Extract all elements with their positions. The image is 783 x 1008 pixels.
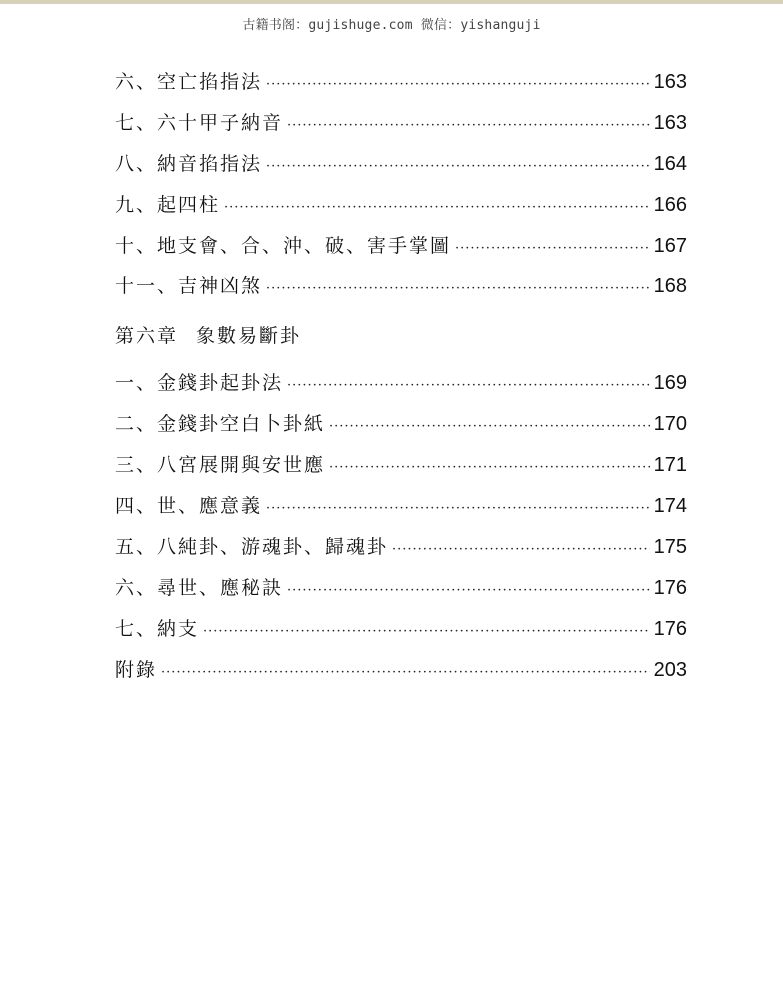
toc-entry — [115, 486, 687, 527]
entry-title: 二、金錢卦空白卜卦紙 — [115, 413, 326, 436]
toc-entry — [115, 568, 687, 609]
page-number: 174 — [653, 495, 687, 518]
watermark: 古籍书阁：gujishuge.com 微信：yishanguji — [242, 18, 541, 33]
dot-leader — [455, 229, 650, 270]
page-number: 175 — [653, 535, 687, 558]
dot-leader — [287, 571, 650, 612]
entry-title: 一、金錢卦起卦法 — [115, 372, 284, 395]
dot-leader — [203, 612, 650, 653]
toc-entry — [115, 650, 687, 691]
page-number: 166 — [653, 193, 687, 216]
page-number: 176 — [653, 617, 687, 640]
entry-title: 十一、吉神凶煞 — [115, 275, 263, 298]
toc-entry — [115, 266, 687, 307]
toc-entry — [115, 185, 687, 226]
dot-leader — [287, 366, 650, 407]
dot-leader — [266, 489, 650, 530]
entry-title: 附錄 — [115, 658, 158, 681]
entry-title: 三、八宮展開與安世應 — [115, 454, 326, 477]
toc-entry — [115, 609, 687, 650]
chapter-title: 象數易斷卦 — [196, 325, 302, 348]
entry-title: 八、納音掐指法 — [115, 152, 263, 175]
entry-title: 五、八純卦、游魂卦、歸魂卦 — [115, 535, 389, 558]
chapter-heading — [115, 309, 687, 363]
dot-leader — [329, 407, 650, 448]
chapter-number: 第六章 — [115, 325, 179, 348]
page-number: 167 — [653, 234, 687, 257]
entry-title: 四、世、應意義 — [115, 495, 263, 518]
entry-title: 六、空亡掐指法 — [115, 71, 263, 93]
dot-leader — [329, 448, 650, 489]
dot-leader — [161, 653, 650, 694]
page-number: 176 — [653, 576, 687, 599]
toc-entry — [115, 226, 687, 267]
toc-entry — [115, 363, 687, 404]
entry-title: 九、起四柱 — [115, 193, 221, 216]
table-of-contents — [115, 62, 687, 690]
page-number: 203 — [653, 658, 687, 681]
page-number: 164 — [653, 152, 687, 175]
page-number: 170 — [653, 413, 687, 436]
entry-title: 七、納支 — [115, 617, 200, 640]
page-number: 163 — [653, 71, 687, 93]
dot-leader — [266, 65, 650, 106]
page-number: 163 — [653, 111, 687, 134]
toc-entry — [115, 103, 687, 144]
dot-leader — [224, 188, 650, 229]
dot-leader — [266, 269, 650, 310]
page-number: 169 — [653, 372, 687, 395]
page-number: 171 — [653, 454, 687, 477]
entry-title: 六、尋世、應秘訣 — [115, 576, 284, 599]
toc-entry — [115, 404, 687, 445]
dot-leader — [392, 530, 650, 571]
entry-title: 十、地支會、合、沖、破、害手掌圖 — [115, 234, 452, 257]
page-number: 168 — [653, 275, 687, 298]
toc-entry — [115, 62, 687, 103]
top-border — [0, 0, 783, 4]
toc-entry — [115, 144, 687, 185]
dot-leader — [266, 147, 650, 188]
entry-title: 七、六十甲子納音 — [115, 111, 284, 134]
toc-entry — [115, 527, 687, 568]
dot-leader — [287, 106, 650, 147]
toc-entry — [115, 445, 687, 486]
